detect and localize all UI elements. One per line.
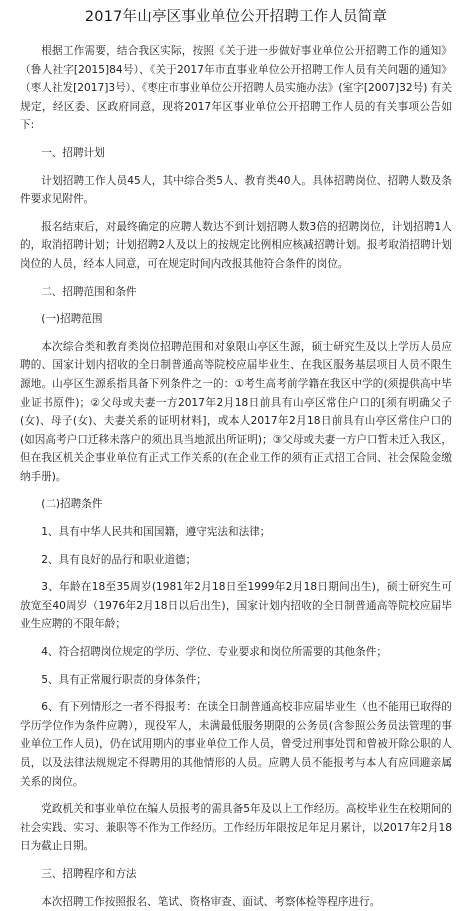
- condition-item-2: 2、具有良好的品行和职业道德；: [41, 553, 197, 566]
- work-experience-paragraph: 党政机关和事业单位在编人员报考的需具备5年及以上工作经历。高校毕业生在校期间的社会实践、实习、兼职等不作为工作经历。工作经历年限按足年足月累计，以2017年2月18日为截止日期。: [20, 803, 452, 853]
- condition-item-6: 6、有下列情形之一者不得报考：在读全日制普通高校非应届毕业生（也不能用已取得的学历学位作为条件应聘），现役军人，未满最低服务期限的公务员(含参照公务员法管理的事业单位工作人员)，仍在试用期内的事业单位工作人员，曾受过刑事处罚和曾被开除公职的人员，以及法律法规规定不得聘用的其他情形的人员。应聘人员不能报考与本人有应回避亲属关系的岗位。: [20, 701, 452, 788]
- section-heading-procedure: 三、招聘程序和方法: [41, 867, 137, 880]
- plan-paragraph-1: 计划招聘工作人员45人，其中综合类5人、教育类40人。具体招聘岗位、招聘人数及条件要求见附件。: [20, 174, 452, 206]
- subheading-scope: (一)招聘范围: [41, 313, 103, 326]
- section-heading-scope: 二、招聘范围和条件: [41, 285, 137, 298]
- document-title: 2017年山亭区事业单位公开招聘工作人员简章: [84, 9, 388, 25]
- plan-paragraph-2: 报名结束后，对最终确定的应聘人数达不到计划招聘人数3倍的招聘岗位，计划招聘1人的，取消招聘计划；计划招聘2人及以上的按规定比例相应核减招聘计划。报考取消招聘计划岗位的人员，经本人同意，可在规定时间内改报其他符合条件的岗位。: [20, 220, 452, 270]
- procedure-paragraph: 本次招聘工作按照报名、笔试、资格审查、面试、考察体检等程序进行。: [41, 895, 381, 908]
- condition-item-1: 1、具有中华人民共和国国籍，遵守宪法和法律；: [41, 526, 271, 539]
- section-heading-plan: 一、招聘计划: [41, 146, 105, 159]
- subheading-conditions: (二)招聘条件: [41, 498, 103, 511]
- condition-item-4: 4、符合招聘岗位规定的学历、学位、专业要求和岗位所需要的其他条件；: [41, 646, 387, 659]
- intro-paragraph: 根据工作需要，结合我区实际，按照《关于进一步做好事业单位公开招聘工作的通知》（鲁人社字[2015]84号）、《关于2017年市直事业单位公开招聘工作人员有关问题的通知》（枣人社发[2017]3号）、《枣庄市事业单位公开招聘人员实施办法》(室字[2007]32号) 有关规定，经区委、区政府同意，现将2017年区事业单位公开招聘工作人员的有关事项公告如下:: [20, 45, 452, 132]
- scope-paragraph: 本次综合类和教育类岗位招聘范围和对象限山亭区生源，硕士研究生及以上学历人员应聘的、国家计划内招收的全日制普通高等院校应届毕业生、在我区服务基层项目人员不限生源地。山亭区生源系指具备下列条件之一的：①考生高考前学籍在我区中学的(须提供高中毕业证书原件)；②父母或夫妻一方2017年2月18日前具有山亭区常住户口的[须有明确父子(女)、母子(女)、夫妻关系的证明材料]，或本人2017年2月18日前具有山亭区常住户口的(如因高考户口迁移未落户的须出具当地派出所证明)；③父母或夫妻一方户口暂未迁入我区，但在我区机关企事业单位有正式工作关系的(在企业工作的须有正式招工合同、社会保险金缴纳手册)。: [20, 340, 452, 483]
- condition-item-5: 5、具有正常履行职责的身体条件；: [41, 673, 207, 686]
- condition-item-3: 3、年龄在18至35周岁(1981年2月18日至1999年2月18日期间出生)，硕士研究生可放宽至40周岁（1976年2月18日以后出生)，国家计划内招收的全日制普通高等院校应届毕业生应聘的不限年龄；: [20, 581, 452, 631]
